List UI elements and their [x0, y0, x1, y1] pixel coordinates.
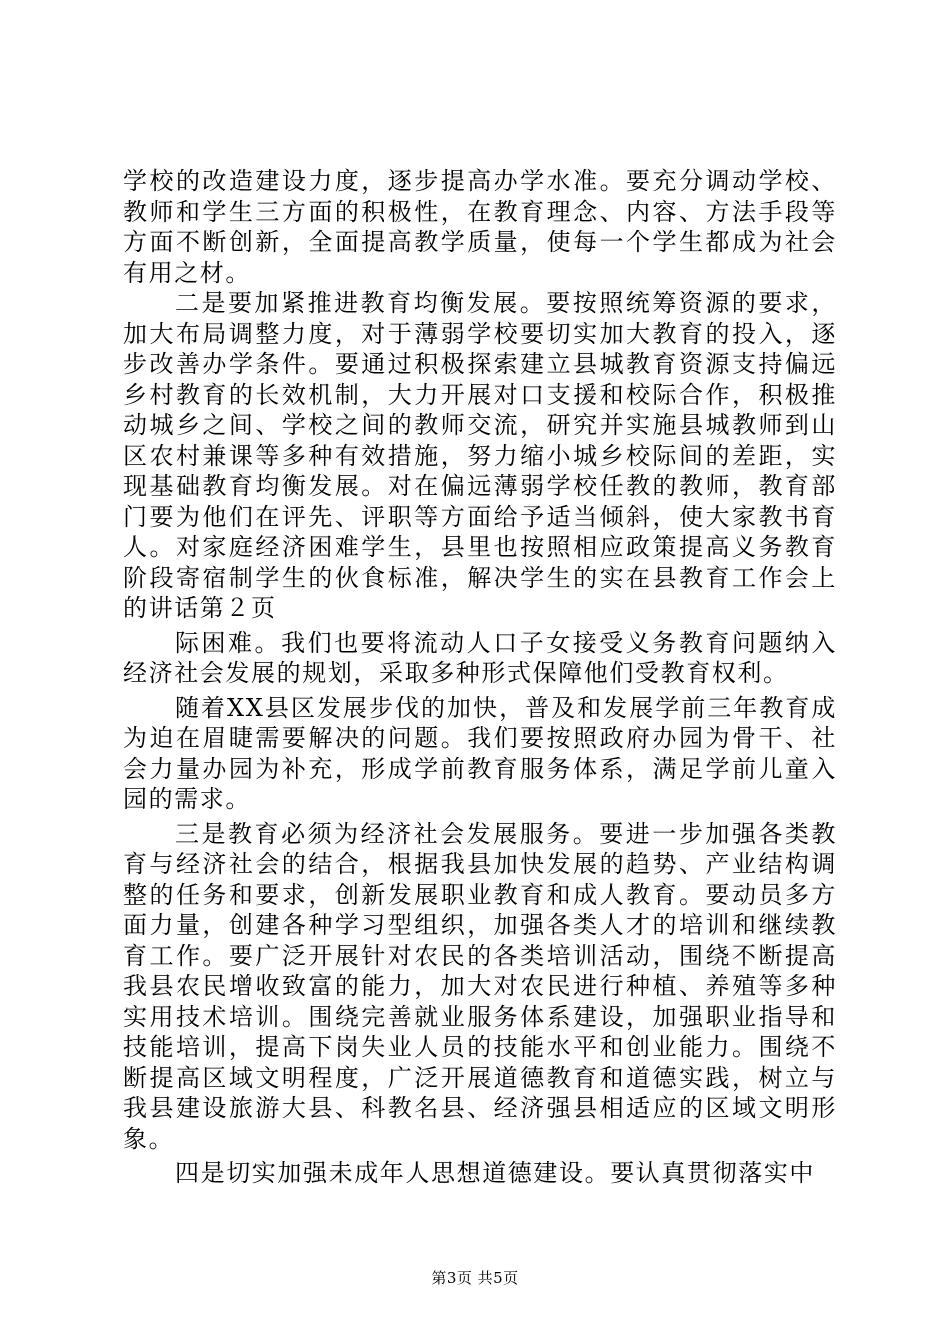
paragraph-minors-morality: 四是切实加强未成年人思想道德建设。要认真贯彻落实中 — [175, 1159, 815, 1187]
document-body — [123, 166, 837, 1189]
paragraph-continuation: 学校的改造建设力度，逐步提高办学水准。要充分调动学校、教师和学生三方面的积极性，在教育理念、内容、方法手段等方面不断创新，全面提高教学质量，使每一个学生都成为社会有用之材。 — [123, 167, 837, 287]
paragraph-balanced-development: 二是要加紧推进教育均衡发展。要按照统筹资源的要求，加大布局调整力度，对于薄弱学校要切实加大教育的投入，逐步改善办学条件。要通过积极探索建立县城教育资源支持偏远乡村教育的长效机制，大力开展对口支援和校际合作，积极推动城乡之间、学校之间的教师交流，研究并实施县城教师到山区农村兼课等多种有效措施，努力缩小城乡校际间的差距，实现基础教育均衡发展。对在偏远薄弱学校任教的教师，教育部门要为他们在评先、评职等方面给予适当倾斜，使大家教书育人。对家庭经济困难学生，县里也按照相应政策提高义务教育阶段寄宿制学生的伙食标准，解决学生的实在县教育工作会上的讲话第２页 — [123, 289, 837, 622]
paragraph-preschool: 随着XX县区发展步伐的加快，普及和发展学前三年教育成为迫在眉睫需要解决的问题。我们要按照政府办园为骨干、社会力量办园为补充，形成学前教育服务体系，满足学前儿童入园的需求。 — [123, 693, 837, 813]
paragraph-economic-service: 三是教育必须为经济社会发展服务。要进一步加强各类教育与经济社会的结合，根据我县加快发展的趋势、产业结构调整的任务和要求，创新发展职业教育和成人教育。要动员多方面力量，创建各种学习型组织，加强各类人才的培训和继续教育工作。要广泛开展针对农民的各类培训活动，围绕不断提高我县农民增收致富的能力，加大对农民进行种植、养殖等多种实用技术培训。围绕完善就业服务体系建设，加强职业指导和技能培训，提高下岗失业人员的技能水平和创业能力。围绕不断提高区域文明程度，广泛开展道德教育和道德实践，树立与我县建设旅游大县、科教名县、经济强县相适应的区域文明形象。 — [123, 819, 837, 1153]
page-footer: 第3页 共5页 — [431, 1269, 519, 1287]
paragraph-migrant-children: 际困难。我们也要将流动人口子女接受义务教育问题纳入经济社会发展的规划，采取多种形式保障他们受教育权利。 — [123, 628, 837, 687]
